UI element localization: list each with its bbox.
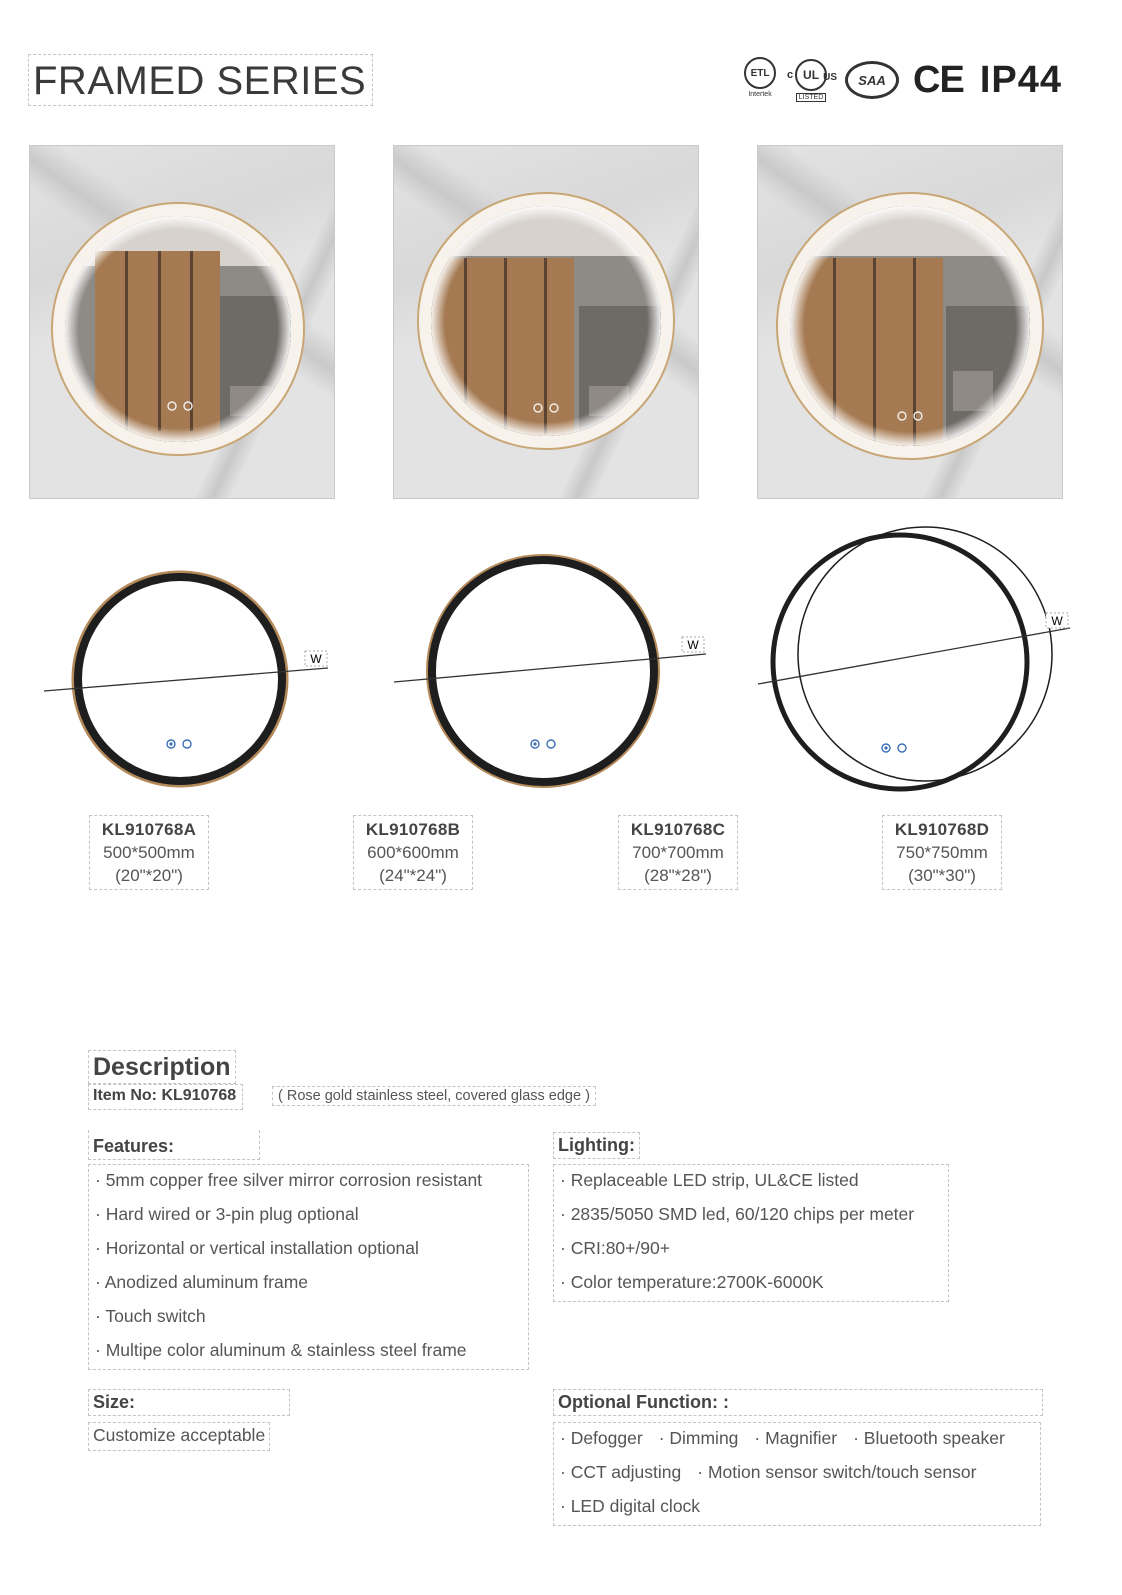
etl-sub: Intertek	[748, 91, 772, 98]
model-size-metric: 750*750mm	[896, 843, 988, 862]
lighting-item: · Replaceable LED strip, UL&CE listed	[560, 1170, 859, 1190]
model-size-imperial: (30"*30")	[908, 866, 976, 885]
ce-logo: CE	[913, 58, 964, 101]
model-code: KL910768A	[101, 820, 197, 839]
model-size-metric: 600*600mm	[367, 843, 459, 862]
model-size-imperial: (20"*20")	[115, 866, 183, 885]
mirror-photo-illustration	[30, 146, 334, 498]
feature-item: · Anodized aluminum frame	[95, 1272, 309, 1292]
etl-logo	[743, 57, 777, 103]
model-size-imperial: (28"*28")	[644, 866, 712, 885]
feature-item: · Horizontal or vertical installation optional	[95, 1238, 419, 1258]
product-photo-2	[393, 145, 699, 499]
mirror-diagram-1	[40, 565, 340, 795]
lighting-item: · CRI:80+/90+	[560, 1238, 670, 1258]
optional-item: · Bluetooth speaker	[853, 1428, 1005, 1448]
mirror-diagram-2	[390, 548, 720, 798]
optional-item: · Defogger	[560, 1428, 643, 1448]
model-size-imperial: (24"*24")	[379, 866, 447, 885]
feature-item: · Multipe color aluminum & stainless steel frame	[95, 1340, 467, 1360]
model-code: KL910768C	[630, 820, 726, 839]
mirror-photo-illustration	[394, 146, 698, 498]
ul-c: c	[787, 69, 794, 81]
model-spec-d	[882, 815, 1002, 890]
lighting-item: · 2835/5050 SMD led, 60/120 chips per meter	[560, 1204, 915, 1224]
width-label: W	[687, 638, 699, 652]
lighting-list	[553, 1164, 949, 1302]
optional-function-label: Optional Function: :	[553, 1389, 1043, 1416]
description-heading: Description	[88, 1050, 236, 1084]
ul-mark: UL	[795, 59, 827, 91]
optional-item: · CCT adjusting	[560, 1462, 682, 1482]
model-spec-b	[353, 815, 473, 890]
optional-row	[560, 1423, 1032, 1457]
optional-item: · Magnifier	[754, 1428, 838, 1448]
ul-sub: LISTED	[796, 93, 827, 102]
width-label: W	[310, 652, 322, 666]
model-code: KL910768B	[365, 820, 461, 839]
ul-logo	[785, 57, 837, 103]
optional-item: · Motion sensor switch/touch sensor	[697, 1462, 977, 1482]
item-number: Item No: KL910768	[88, 1084, 243, 1110]
features-list	[88, 1164, 529, 1370]
ul-us: US	[823, 72, 838, 83]
feature-item: · Touch switch	[95, 1306, 206, 1326]
ip44-logo: IP44	[979, 58, 1062, 101]
optional-function-list	[553, 1422, 1041, 1526]
optional-row	[560, 1457, 1032, 1491]
item-note: ( Rose gold stainless steel, covered glass edge )	[272, 1086, 596, 1106]
size-label: Size:	[88, 1389, 290, 1416]
etl-mark: ETL	[744, 57, 776, 89]
product-photo-3	[757, 145, 1063, 499]
optional-item: · LED digital clock	[560, 1496, 701, 1516]
lighting-label: Lighting:	[553, 1132, 640, 1159]
touch-button-icon	[183, 740, 191, 748]
size-value: Customize acceptable	[88, 1422, 270, 1451]
optional-row	[560, 1491, 1032, 1525]
certification-logos	[743, 55, 1062, 105]
model-spec-c	[618, 815, 738, 890]
mirror-diagram-3	[755, 520, 1085, 800]
page-title: FRAMED SERIES	[28, 54, 373, 106]
features-label: Features:	[88, 1130, 260, 1160]
model-size-metric: 700*700mm	[632, 843, 724, 862]
touch-button-icon	[898, 744, 906, 752]
model-size-metric: 500*500mm	[103, 843, 195, 862]
width-label: W	[1051, 614, 1063, 628]
saa-logo: SAA	[845, 61, 899, 99]
mirror-photo-illustration	[758, 146, 1062, 498]
touch-button-icon	[547, 740, 555, 748]
lighting-item: · Color temperature:2700K-6000K	[560, 1272, 824, 1292]
model-spec-a	[89, 815, 209, 890]
product-photo-1	[29, 145, 335, 499]
feature-item: · Hard wired or 3-pin plug optional	[95, 1204, 359, 1224]
feature-item: · 5mm copper free silver mirror corrosion resistant	[95, 1170, 483, 1190]
model-code: KL910768D	[894, 820, 990, 839]
optional-item: · Dimming	[658, 1428, 739, 1448]
